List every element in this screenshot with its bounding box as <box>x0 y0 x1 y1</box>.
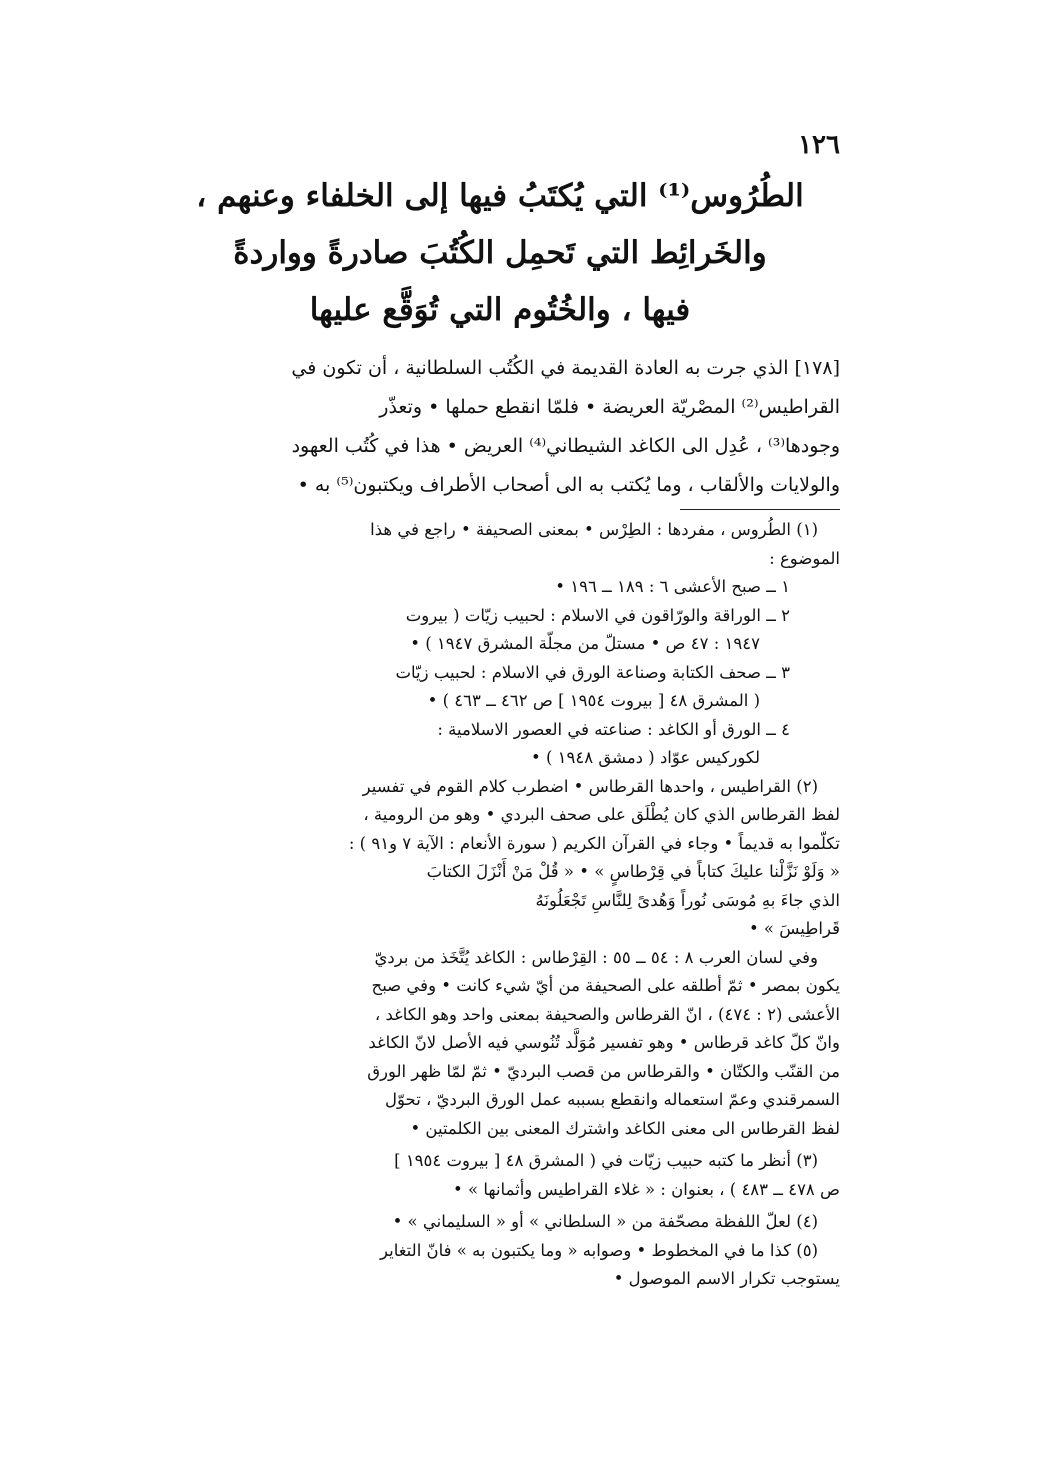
footnote-line: يستوجب تكرار الاسم الموصول • <box>613 1269 840 1288</box>
footnote-line: (٢) القراطيس ، واحدها القرطاس • اضطرب كلام القوم في تفسير <box>362 776 818 796</box>
footnote-line: تكلّموا به قديماً • وجاء في القرآن الكريم ( سورة الأنعام : الآية ٧ و٩١ ) : <box>348 833 840 853</box>
document-page <box>160 128 840 1294</box>
body-line: القراطيس⁽²⁾ المصْريّة العريضة • فلمّا انقطع حملها • وتعذّر <box>379 396 840 418</box>
page-number: ١٢٦ <box>798 130 840 160</box>
footnote-line: وانّ كلّ كاغد قرطاس • وهو تفسير مُوَلَّد تُنُوسي فيه الأصل لانّ الكاغد <box>368 1033 840 1052</box>
footnote-divider <box>680 509 840 510</box>
footnote-4 <box>160 1208 840 1237</box>
footnote-line: قَراطِيسَ » • <box>748 919 840 938</box>
footnote-line: يكون بمصر • ثمّ أطلقه على الصحيفة من أيّ شيء كانت • وفي صبح <box>371 976 840 995</box>
footnote-line: (٥) كذا ما في المخطوط • وصوابه « وما يكتبون به » فانّ التغاير <box>380 1240 818 1260</box>
footnote-line: الأعشى (٢ : ٤٧٤) ، انّ القرطاس والصحيفة بمعنى واحد وهو الكاغد ، <box>374 1004 840 1024</box>
footnote-5 <box>160 1237 840 1294</box>
footnote-2 <box>160 773 840 944</box>
chapter-heading <box>160 168 840 339</box>
footnote-line: من القنّب والكتّان • والقرطاس من قصب البرديّ • ثمّ لمّا ظهر الورق <box>367 1061 840 1081</box>
footnote-list-item: ١ ــ صبح الأعشى ٦ : ١٨٩ ــ ١٩٦ • <box>555 577 790 596</box>
footnote-line: الموضوع : <box>769 548 840 568</box>
footnote-line: (١) الطُروس ، مفردها : الطِرْس • بمعنى الصحيفة • راجع في هذا <box>370 520 818 539</box>
heading-line: والخَرائِط التي تَحمِل الكُتُبَ صادرةً وواردةً <box>233 235 767 271</box>
footnotes <box>160 516 840 1294</box>
heading-line: فيها ، والخُتُوم التي تُوَقَّع عليها <box>309 292 691 328</box>
footnote-line: (٣) أنظر ما كتبه حبيب زيّات في ( المشرق ٤٨ [ بيروت ١٩٥٤ ] <box>394 1151 818 1170</box>
footnote-1-list <box>160 573 840 773</box>
footnote-list-item: ٤ ــ الورق أو الكاغد : صناعته في العصور الاسلامية : <box>437 719 790 739</box>
footnote-list-item: ٣ ــ صحف الكتابة وصناعة الورق في الاسلام : لحبيب زيّات <box>395 662 790 682</box>
footnote-line: (٤) لعلّ اللفظة مصحّفة من « السلطاني » أو « السليماني » • <box>392 1212 818 1231</box>
footnote-line: « وَلَوْ نَزَّلْنا عليكَ كتاباً في قِرْطاسٍ » • « قُلْ مَنْ أَنْزَلَ الكتابَ <box>426 862 840 881</box>
heading-line: الطُرُوس⁽¹⁾ التي يُكتَبُ فيها إلى الخلفاء وعنهم ، <box>196 178 804 214</box>
footnote-list-item: ٢ ــ الوراقة والورّاقون في الاسلام : لحبيب زيّات ( بيروت <box>405 605 790 625</box>
footnote-list-item: ( المشرق ٤٨ [ بيروت ١٩٥٤ ] ص ٤٦٢ ــ ٤٦٣ ) • <box>427 691 760 710</box>
footnote-list-item: لكوركيس عوّاد ( دمشق ١٩٤٨ ) • <box>530 748 760 767</box>
footnote-list-item: ١٩٤٧ : ٤٧ ص • مستلّ من مجلّة المشرق ١٩٤٧ ) • <box>410 634 760 653</box>
body-line: وجودها⁽³⁾ ، عُدِل الى الكاغد الشيطاني⁽⁴⁾ العريض • هذا في كُتُب العهود <box>291 435 840 457</box>
body-line: والولايات والألقاب ، وما يُكتب به الى أصحاب الأطراف ويكتبون⁽⁵⁾ به • <box>297 474 840 496</box>
body-line: [١٧٨] الذي جرت به العادة القديمة في الكُتُب السلطانية ، أن تكون في <box>291 357 840 379</box>
footnote-3 <box>160 1147 840 1204</box>
footnote-line: لفظ القرطاس الذي كان يُطْلَق على صحف البردي • وهو من الرومية ، <box>363 805 840 824</box>
footnote-line: لفظ القرطاس الى معنى الكاغد واشترك المعنى بين الكلمتين • <box>410 1118 840 1138</box>
footnote-line: الذي جاءَ بهِ مُوسَى نُوراً وَهُدىً لِلنَّاسِ تَجْعَلُونَهُ <box>535 890 840 910</box>
footnote-2-continuation <box>160 944 840 1144</box>
footnote-line: السمرقندي وعمّ استعماله وانقطع بسببه عمل الورق البرديّ ، تحوّل <box>385 1090 840 1109</box>
footnote-1 <box>160 516 840 573</box>
body-paragraph <box>160 349 840 505</box>
footnote-line: وفي لسان العرب ٨ : ٥٤ ــ ٥٥ : القِرْطاس : الكاغد يُتَّخَذ من برديّ <box>374 947 818 967</box>
footnote-line: ص ٤٧٨ ــ ٤٨٣ ) ، بعنوان : « غلاء القراطيس وأثمانها » • <box>453 1179 840 1199</box>
